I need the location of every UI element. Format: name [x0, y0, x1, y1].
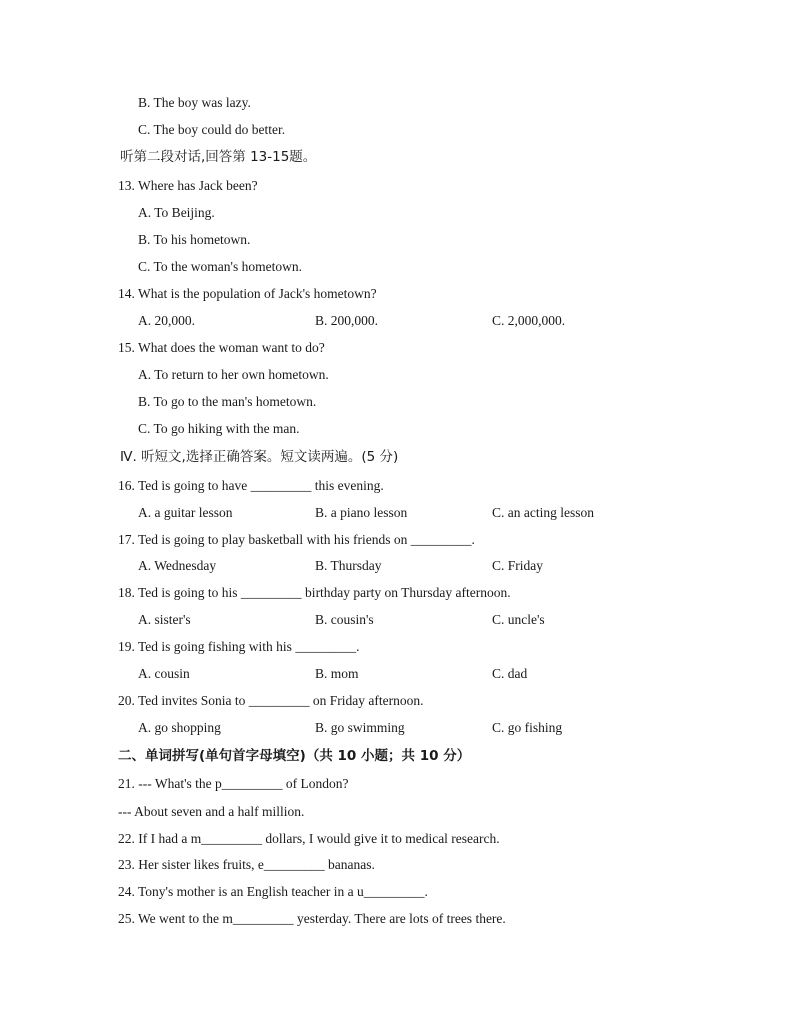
- q13-stem: 13. Where has Jack been?: [118, 178, 258, 193]
- q17-option-b: B. Thursday: [315, 558, 382, 573]
- q17-stem: 17. Ted is going to play basketball with his friends on _________.: [118, 532, 475, 547]
- q13-option-c: C. To the woman's hometown.: [138, 259, 302, 274]
- q21-stem: 21. --- What's the p_________ of London?: [118, 776, 349, 791]
- q14-stem: 14. What is the population of Jack's hometown?: [118, 286, 377, 301]
- q14-option-a: A. 20,000.: [138, 313, 195, 328]
- q23-stem: 23. Her sister likes fruits, e_________ bananas.: [118, 857, 375, 872]
- q19-stem: 19. Ted is going fishing with his _________.: [118, 639, 360, 654]
- q13-option-a: A. To Beijing.: [138, 205, 215, 220]
- q18-option-a: A. sister's: [138, 612, 191, 627]
- q24-stem: 24. Tony's mother is an English teacher in a u_________.: [118, 884, 428, 899]
- q17-option-a: A. Wednesday: [138, 558, 217, 573]
- q15-stem: 15. What does the woman want to do?: [118, 340, 325, 355]
- q22-stem: 22. If I had a m_________ dollars, I would give it to medical research.: [118, 831, 500, 846]
- q17-option-c: C. Friday: [492, 558, 544, 573]
- q19-option-a: A. cousin: [138, 666, 190, 681]
- q19-option-c: C. dad: [492, 666, 528, 681]
- q13-option-b: B. To his hometown.: [138, 232, 251, 247]
- q18-option-b: B. cousin's: [315, 612, 374, 627]
- q16-option-a: A. a guitar lesson: [138, 505, 233, 520]
- q14-option-b: B. 200,000.: [315, 313, 379, 328]
- q20-option-b: B. go swimming: [315, 720, 405, 735]
- q18-option-c: C. uncle's: [492, 612, 545, 627]
- q20-stem: 20. Ted invites Sonia to _________ on Friday afternoon.: [118, 693, 424, 708]
- q20-option-c: C. go fishing: [492, 720, 563, 735]
- q16-stem: 16. Ted is going to have _________ this evening.: [118, 478, 384, 493]
- q21-answer-line: --- About seven and a half million.: [118, 804, 305, 819]
- q14-option-c: C. 2,000,000.: [492, 313, 566, 328]
- dialogue2-instruction: 听第二段对话,回答第 13-15题。: [120, 149, 317, 165]
- q12-option-c: C. The boy could do better.: [138, 122, 286, 137]
- q15-option-c: C. To go hiking with the man.: [138, 421, 300, 436]
- q20-option-a: A. go shopping: [138, 720, 221, 735]
- q12-option-b: B. The boy was lazy.: [138, 95, 251, 110]
- part2-heading: 二、单词拼写(单句首字母填空)（共 10 小题；共 10 分）: [118, 748, 471, 764]
- q15-option-a: A. To return to her own hometown.: [138, 367, 329, 382]
- q25-stem: 25. We went to the m_________ yesterday. There are lots of trees there.: [118, 911, 506, 926]
- q18-stem: 18. Ted is going to his _________ birthday party on Thursday afternoon.: [118, 585, 511, 600]
- q19-option-b: B. mom: [315, 666, 359, 681]
- q16-option-c: C. an acting lesson: [492, 505, 594, 520]
- section4-instruction: Ⅳ. 听短文,选择正确答案。短文读两遍。(5 分): [120, 449, 399, 465]
- q15-option-b: B. To go to the man's hometown.: [138, 394, 317, 409]
- q16-option-b: B. a piano lesson: [315, 505, 408, 520]
